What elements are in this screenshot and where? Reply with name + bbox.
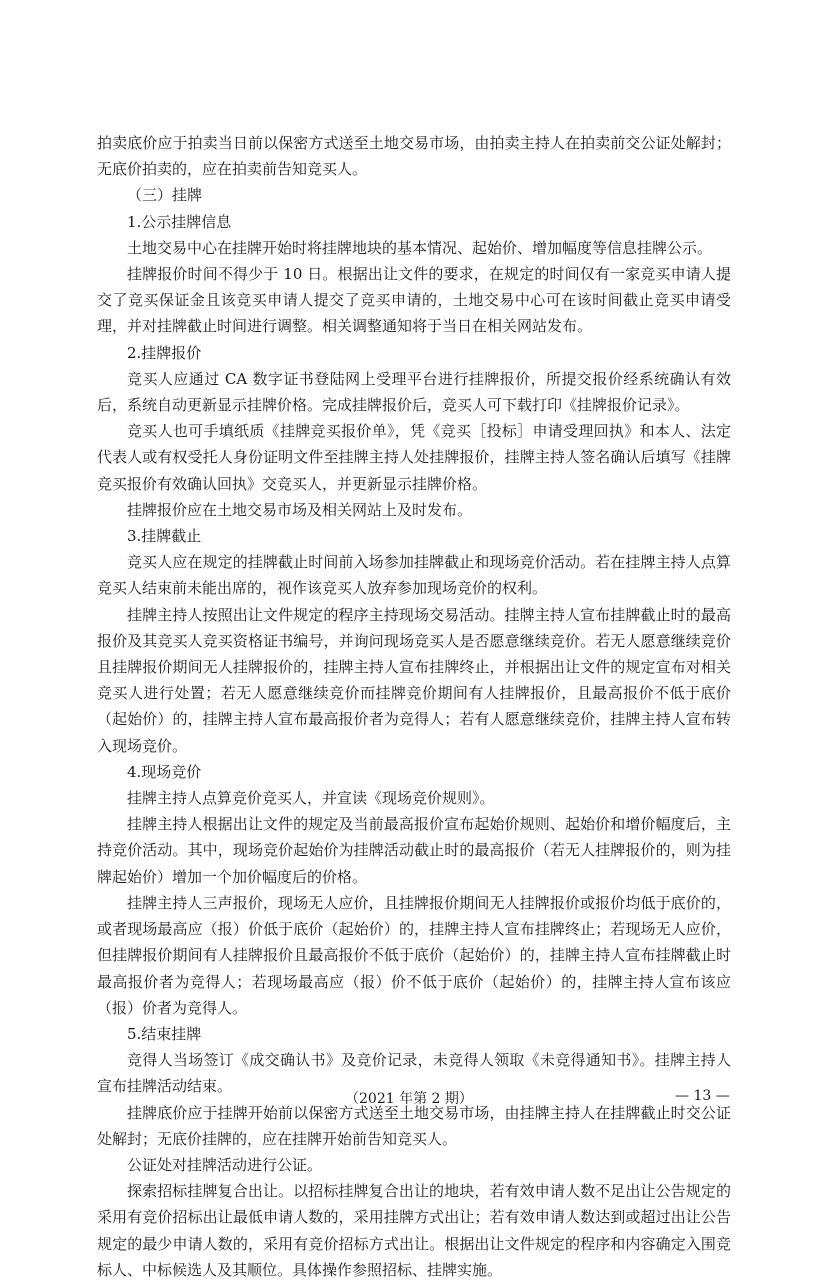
paragraph: 挂牌报价时间不得少于 10 日。根据出让文件的要求，在规定的时间仅有一家竞买申请人提交了竞买保证金且该竞买申请人提交了竞买申请的，土地交易中心可在该时间截止竞买申请受理，并对挂牌截止时间进行调整。相关调整通知将于当日在相关网站发布。 [97, 265, 731, 336]
page-number: — 13 — [675, 1088, 730, 1104]
issue-label: （2021 年第 2 期） [345, 1091, 473, 1107]
paragraph: 竞买人也可手填纸质《挂牌竞买报价单》，凭《竞买［投标］申请受理回执》和本人、法定代表人或有权受托人身份证明文件至挂牌主持人处挂牌报价，挂牌主持人签名确认后填写《挂牌竞买报价有效确认回执》交竞买人，并更新显示挂牌价格。 [97, 422, 731, 493]
paragraph: 拍卖底价应于拍卖当日前以保密方式送至土地交易市场，由拍卖主持人在拍卖前交公证处解封；无底价拍卖的，应在拍卖前告知竞买人。 [97, 134, 731, 179]
paragraph: 1.公示挂牌信息 [127, 212, 232, 231]
paragraph: 土地交易中心在挂牌开始时将挂牌地块的基本情况、起始价、增加幅度等信息挂牌公示。 [127, 238, 713, 257]
paragraph: 竞买人应通过 CA 数字证书登陆网上受理平台进行挂牌报价，所提交报价经系统确认有效后，系统自动更新显示挂牌价格。完成挂牌报价后，竞买人可下载打印《挂牌报价记录》。 [97, 369, 731, 415]
paragraph: 探索招标挂牌复合出让。以招标挂牌复合出让的地块，若有效申请人数不足出让公告规定的采用有竞价招标出让最低申请人数的，采用挂牌方式出让；若有效申请人数达到或超过出让公告规定的最少申请人数的，采用有竞价招标方式出让。根据出让文件规定的程序和内容确定入围竞标人、中标候选人及其顺位。具体操作参照招标、挂牌实施。 [97, 1182, 731, 1279]
paragraph: 竞得人当场签订《成交确认书》及竞价记录，未竞得人领取《未竞得通知书》。挂牌主持人宣布挂牌活动结束。 [97, 1051, 731, 1096]
paragraph: 3.挂牌截止 [127, 527, 202, 546]
document-body [97, 130, 731, 1283]
paragraph: 竞买人应在规定的挂牌截止时间前入场参加挂牌截止和现场竞价活动。若在挂牌主持人点算竞买人结束前未能出席的，视作该竞买人放弃参加现场竞价的权利。 [97, 553, 731, 598]
paragraph: 4.现场竞价 [127, 762, 202, 781]
paragraph: 挂牌主持人点算竞价竞买人，并宣读《现场竞价规则》。 [127, 789, 495, 808]
paragraph: 挂牌主持人按照出让文件规定的程序主持现场交易活动。挂牌主持人宣布挂牌截止时的最高报价及其竞买人竞买资格证书编号，并询问现场竞买人是否愿意继续竞价。若无人愿意继续竞价且挂牌报价期间无人挂牌报价的，挂牌主持人宣布挂牌终止，并根据出让文件的规定宣布对相关竞买人进行处置；若无人愿意继续竞价而挂牌竞价期间有人挂牌报价，且最高报价不低于底价（起始价）的，挂牌主持人宣布最高报价者为竞得人；若有人愿意继续竞价，挂牌主持人宣布转入现场竞价。 [97, 605, 731, 755]
paragraph: 挂牌主持人根据出让文件的规定及当前最高报价宣布起始价规则、起始价和增价幅度后，主持竞价活动。其中，现场竞价起始价为挂牌活动截止时的最高报价（若无人挂牌报价的，则为挂牌起始价）增加一个加价幅度后的价格。 [97, 815, 731, 886]
paragraph: 挂牌主持人三声报价，现场无人应价，且挂牌报价期间无人挂牌报价或报价均低于底价的，或者现场最高应（报）价低于底价（起始价）的，挂牌主持人宣布挂牌终止；若现场无人应价，但挂牌报价期间有人挂牌报价且最高报价不低于底价（起始价）的，挂牌主持人宣布挂牌截止时最高报价者为竞得人；若现场最高应（报）价不低于底价（起始价）的，挂牌主持人宣布该应（报）价者为竞得人。 [97, 893, 731, 1017]
paragraph: 挂牌底价应于挂牌开始前以保密方式送至土地交易市场，由挂牌主持人在挂牌截止时交公证处解封；无底价挂牌的，应在挂牌开始前告知竞买人。 [97, 1103, 731, 1148]
paragraph: 公证处对挂牌活动进行公证。 [127, 1155, 323, 1174]
paragraph: （三）挂牌 [127, 186, 203, 205]
paragraph: 挂牌报价应在土地交易市场及相关网站上及时发布。 [127, 500, 473, 519]
paragraph: 2.挂牌报价 [127, 343, 202, 362]
paragraph: 5.结束挂牌 [127, 1024, 202, 1043]
